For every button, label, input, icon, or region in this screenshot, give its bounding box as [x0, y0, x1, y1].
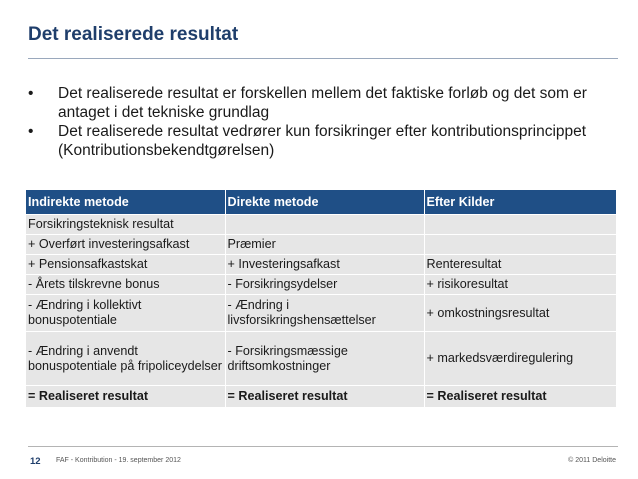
table-cell: - Forsikringsmæssige driftsomkostninger — [225, 332, 424, 386]
result-cell: = Realiseret resultat — [225, 386, 424, 408]
bullet-symbol: • — [28, 85, 34, 102]
table-cell: + Overført investeringsafkast — [26, 235, 225, 255]
bullet-list — [28, 84, 618, 160]
table-row — [26, 275, 616, 295]
header-sources: Efter Kilder — [424, 190, 616, 215]
bullet-text: Det realiserede resultat er forskellen mellem det faktiske forløb og det som er antaget i det tekniske grundlag — [58, 85, 587, 121]
footer-divider — [28, 446, 618, 447]
table-header-row — [26, 190, 616, 215]
bullet-item — [28, 84, 618, 122]
methods-table — [26, 190, 617, 408]
table-cell: Renteresultat — [424, 255, 616, 275]
table-row — [26, 255, 616, 275]
table-cell: Forsikringsteknisk resultat — [26, 215, 225, 235]
table-cell: - Ændring i anvendt bonuspotentiale på fripoliceydelser — [26, 332, 225, 386]
table-row — [26, 215, 616, 235]
table-cell: + omkostningsresultat — [424, 295, 616, 332]
result-cell: = Realiseret resultat — [26, 386, 225, 408]
footer-text: FAF - Kontribution - 19. september 2012 — [56, 457, 181, 464]
header-indirect: Indirekte metode — [26, 190, 225, 215]
page-number: 12 — [30, 456, 41, 467]
header-direct: Direkte metode — [225, 190, 424, 215]
table-cell: - Ændring i livsforsikringshensættelser — [225, 295, 424, 332]
table-cell — [424, 215, 616, 235]
slide-title: Det realiserede resultat — [28, 24, 239, 45]
table-cell: + Investeringsafkast — [225, 255, 424, 275]
table-cell: + risikoresultat — [424, 275, 616, 295]
table-cell: Præmier — [225, 235, 424, 255]
table-cell: + markedsværdiregulering — [424, 332, 616, 386]
table-cell: - Årets tilskrevne bonus — [26, 275, 225, 295]
table-cell — [225, 215, 424, 235]
result-cell: = Realiseret resultat — [424, 386, 616, 408]
table-row — [26, 235, 616, 255]
table-row — [26, 332, 616, 386]
table-cell: - Ændring i kollektivt bonuspotentiale — [26, 295, 225, 332]
copyright-text: © 2011 Deloitte — [568, 457, 616, 464]
bullet-text: Det realiserede resultat vedrører kun forsikringer efter kontributionsprincippet (Kontributionsbekendtgørelsen) — [58, 123, 587, 159]
table-cell — [424, 235, 616, 255]
table-result-row — [26, 386, 616, 408]
table-cell: - Forsikringsydelser — [225, 275, 424, 295]
bullet-symbol: • — [28, 123, 34, 140]
table-cell: + Pensionsafkastskat — [26, 255, 225, 275]
bullet-item — [28, 122, 618, 160]
table-row — [26, 295, 616, 332]
title-divider — [28, 58, 618, 59]
